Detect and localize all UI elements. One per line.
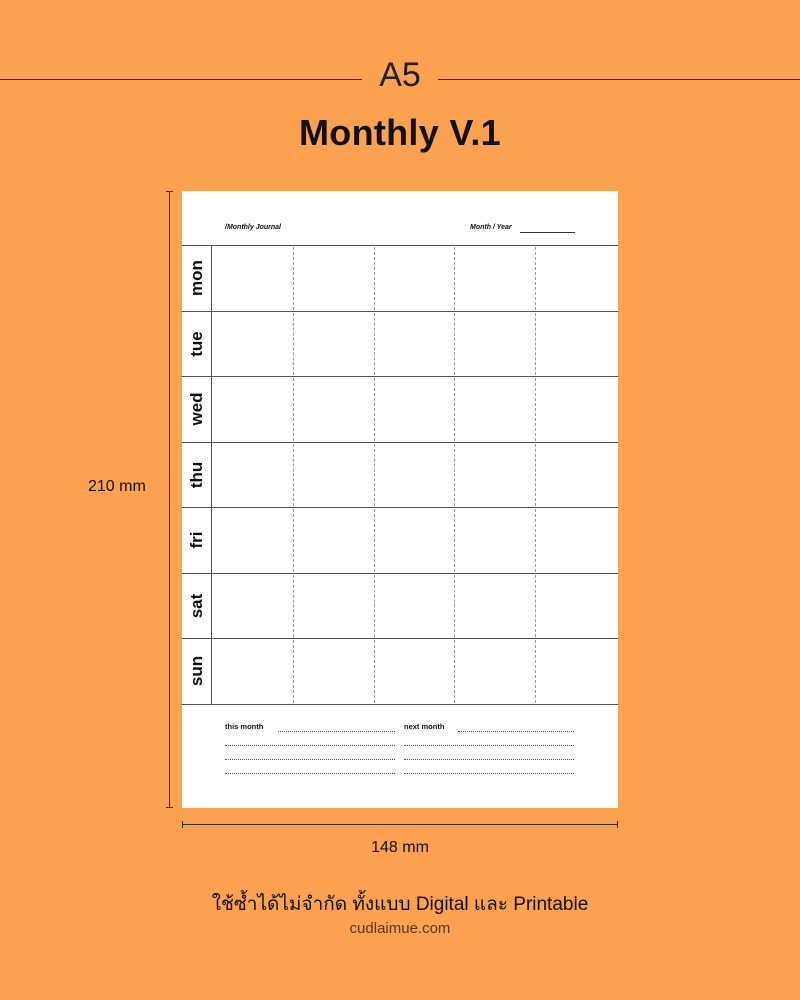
divider-left (0, 79, 362, 80)
column-divider (454, 640, 455, 703)
column-divider (293, 247, 294, 310)
next-month-line (404, 773, 574, 774)
column-divider (374, 509, 375, 572)
column-divider (293, 640, 294, 703)
tagline: ใช้ซ้ำได้ไม่จำกัด ทั้งแบบ Digital และ Printable (211, 894, 589, 915)
day-row (182, 246, 618, 312)
day-label-cell (182, 508, 212, 573)
column-divider (535, 378, 536, 441)
column-divider (454, 444, 455, 507)
next-month-line (404, 745, 574, 746)
column-divider (535, 509, 536, 572)
divider-right (438, 79, 800, 80)
column-divider (374, 313, 375, 376)
column-divider (535, 640, 536, 703)
column-divider (293, 444, 294, 507)
day-label-cell (182, 639, 212, 704)
column-divider (454, 509, 455, 572)
day-label-cell (182, 443, 212, 508)
day-label-cell (182, 574, 212, 639)
column-divider (374, 640, 375, 703)
day-row (182, 443, 618, 509)
day-row (182, 312, 618, 378)
column-divider (535, 247, 536, 310)
day-label-cell (182, 312, 212, 377)
planner-page (182, 191, 618, 808)
month-year-blank (520, 232, 575, 233)
day-label: mon (186, 260, 206, 297)
width-dimension-line (182, 824, 618, 825)
column-divider (535, 444, 536, 507)
this-month-line (225, 759, 395, 760)
this-month-line (225, 773, 395, 774)
width-dimension-label: 148 mm (371, 839, 429, 856)
this-month-label: this month (225, 722, 264, 731)
day-label: sat (186, 593, 206, 619)
column-divider (293, 575, 294, 638)
next-month-label: next month (404, 722, 445, 731)
weekly-grid (182, 245, 618, 704)
website-url: cudlaimue.com (349, 920, 451, 937)
day-label-cell (182, 377, 212, 442)
this-month-line (278, 731, 395, 732)
page-title: Monthly V.1 (298, 112, 501, 153)
next-month-line (458, 731, 574, 732)
day-row (182, 574, 618, 640)
column-divider (293, 313, 294, 376)
column-divider (374, 247, 375, 310)
day-label: tue (186, 331, 206, 357)
height-dimension-line (169, 191, 170, 808)
day-label: fri (186, 531, 206, 549)
paper-size-label: A5 (379, 56, 421, 94)
day-label: wed (186, 392, 206, 426)
column-divider (454, 247, 455, 310)
column-divider (374, 378, 375, 441)
next-month-line (404, 759, 574, 760)
day-label-cell (182, 246, 212, 311)
day-row (182, 508, 618, 574)
month-year-label: Month / Year (470, 224, 512, 231)
column-divider (535, 575, 536, 638)
column-divider (454, 313, 455, 376)
column-divider (293, 509, 294, 572)
column-divider (454, 575, 455, 638)
day-row (182, 639, 618, 705)
column-divider (374, 575, 375, 638)
day-label: thu (186, 461, 206, 488)
column-divider (374, 444, 375, 507)
this-month-line (225, 745, 395, 746)
column-divider (293, 378, 294, 441)
journal-label: /Monthly Journal (225, 224, 281, 231)
column-divider (535, 313, 536, 376)
day-label: sun (186, 656, 206, 687)
day-row (182, 377, 618, 443)
height-dimension-label: 210 mm (88, 478, 146, 495)
column-divider (454, 378, 455, 441)
